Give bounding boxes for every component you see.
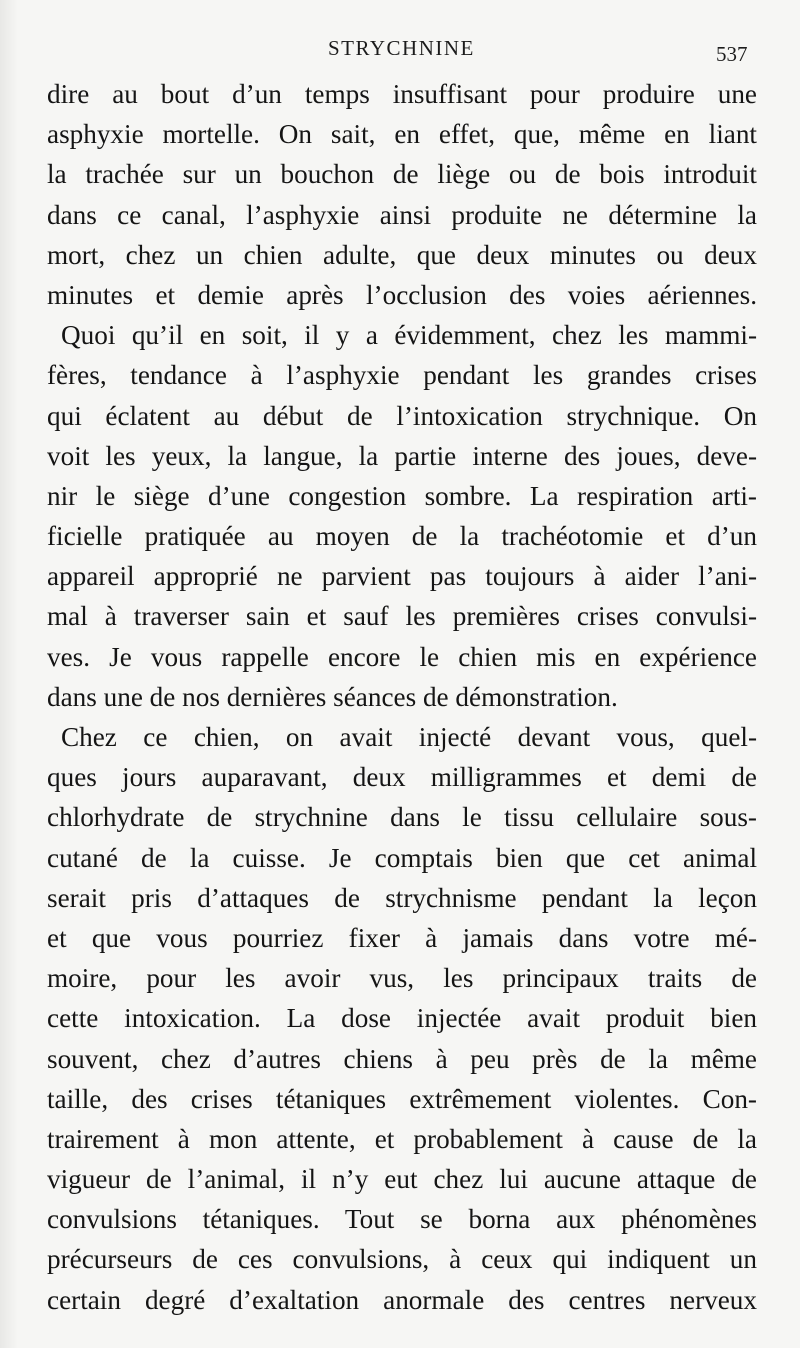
text-line: moire, pour les avoir vus, les principaux traits de: [47, 963, 757, 994]
text-line: dire au bout d’un temps insuffisant pour produire une: [47, 79, 757, 109]
paragraph-3: [47, 717, 757, 1320]
text-line: chlorhydrate de strychnine dans le tissu cellulaire sous-: [47, 802, 757, 833]
running-title: STRYCHNINE: [328, 36, 475, 60]
paragraph-2: [47, 315, 757, 717]
text-line: mal à traverser sain et sauf les premières crises convulsi-: [47, 601, 757, 632]
text-line: serait pris d’attaques de strychnisme pendant la leçon: [47, 882, 757, 913]
text-line: cette intoxication. La dose injectée avait produit bien: [47, 1003, 757, 1034]
text-line: souvent, chez d’autres chiens à peu près de la même: [47, 1043, 757, 1074]
text-line: précurseurs de ces convulsions, à ceux qui indiquent un: [47, 1244, 757, 1275]
text-line: appareil approprié ne parvient pas toujours à aider l’ani-: [47, 561, 757, 592]
text-line: dans une de nos dernières séances de démonstration.: [47, 681, 618, 712]
text-line: dans ce canal, l’asphyxie ainsi produite ne détermine la: [47, 199, 757, 230]
text-line: ves. Je vous rappelle encore le chien mis en expérience: [47, 641, 757, 672]
text-line: asphyxie mortelle. On sait, en effet, que, même en liant: [47, 119, 757, 150]
text-line: Chez ce chien, on avait injecté devant vous, quel-: [61, 722, 757, 752]
page-header: [0, 36, 800, 64]
text-line: trairement à mon attente, et probablement à cause de la: [47, 1123, 757, 1154]
text-line: nir le siège d’une congestion sombre. La respiration arti-: [47, 480, 757, 511]
text-line: taille, des crises tétaniques extrêmement violentes. Con-: [47, 1083, 757, 1114]
text-line: qui éclatent au début de l’intoxication strychnique. On: [47, 400, 757, 431]
text-line: la trachée sur un bouchon de liège ou de bois introduit: [47, 159, 757, 190]
text-line: mort, chez un chien adulte, que deux minutes ou deux: [47, 239, 757, 270]
text-line: voit les yeux, la langue, la partie interne des joues, deve-: [47, 440, 757, 471]
text-line: vigueur de l’animal, il n’y eut chez lui aucune attaque de: [47, 1164, 757, 1195]
paragraph-1: [47, 74, 757, 315]
text-line: convulsions tétaniques. Tout se borna aux phénomènes: [47, 1204, 757, 1235]
text-line: minutes et demie après l’occlusion des voies aériennes.: [47, 279, 757, 310]
text-line: cutané de la cuisse. Je comptais bien que cet animal: [47, 842, 757, 873]
text-line: et que vous pourriez fixer à jamais dans votre mé-: [47, 922, 757, 953]
text-line: fères, tendance à l’asphyxie pendant les grandes crises: [47, 360, 757, 391]
page-number: 537: [716, 42, 748, 66]
text-line: certain degré d’exaltation anormale des centres nerveux: [47, 1284, 757, 1315]
text-line: Quoi qu’il en soit, il y a évidemment, chez les mammi-: [61, 320, 757, 351]
body-text: [47, 74, 757, 1320]
text-line: ficielle pratiquée au moyen de la trachéotomie et d’un: [47, 521, 757, 552]
text-line: ques jours auparavant, deux milligrammes et demi de: [47, 762, 757, 793]
